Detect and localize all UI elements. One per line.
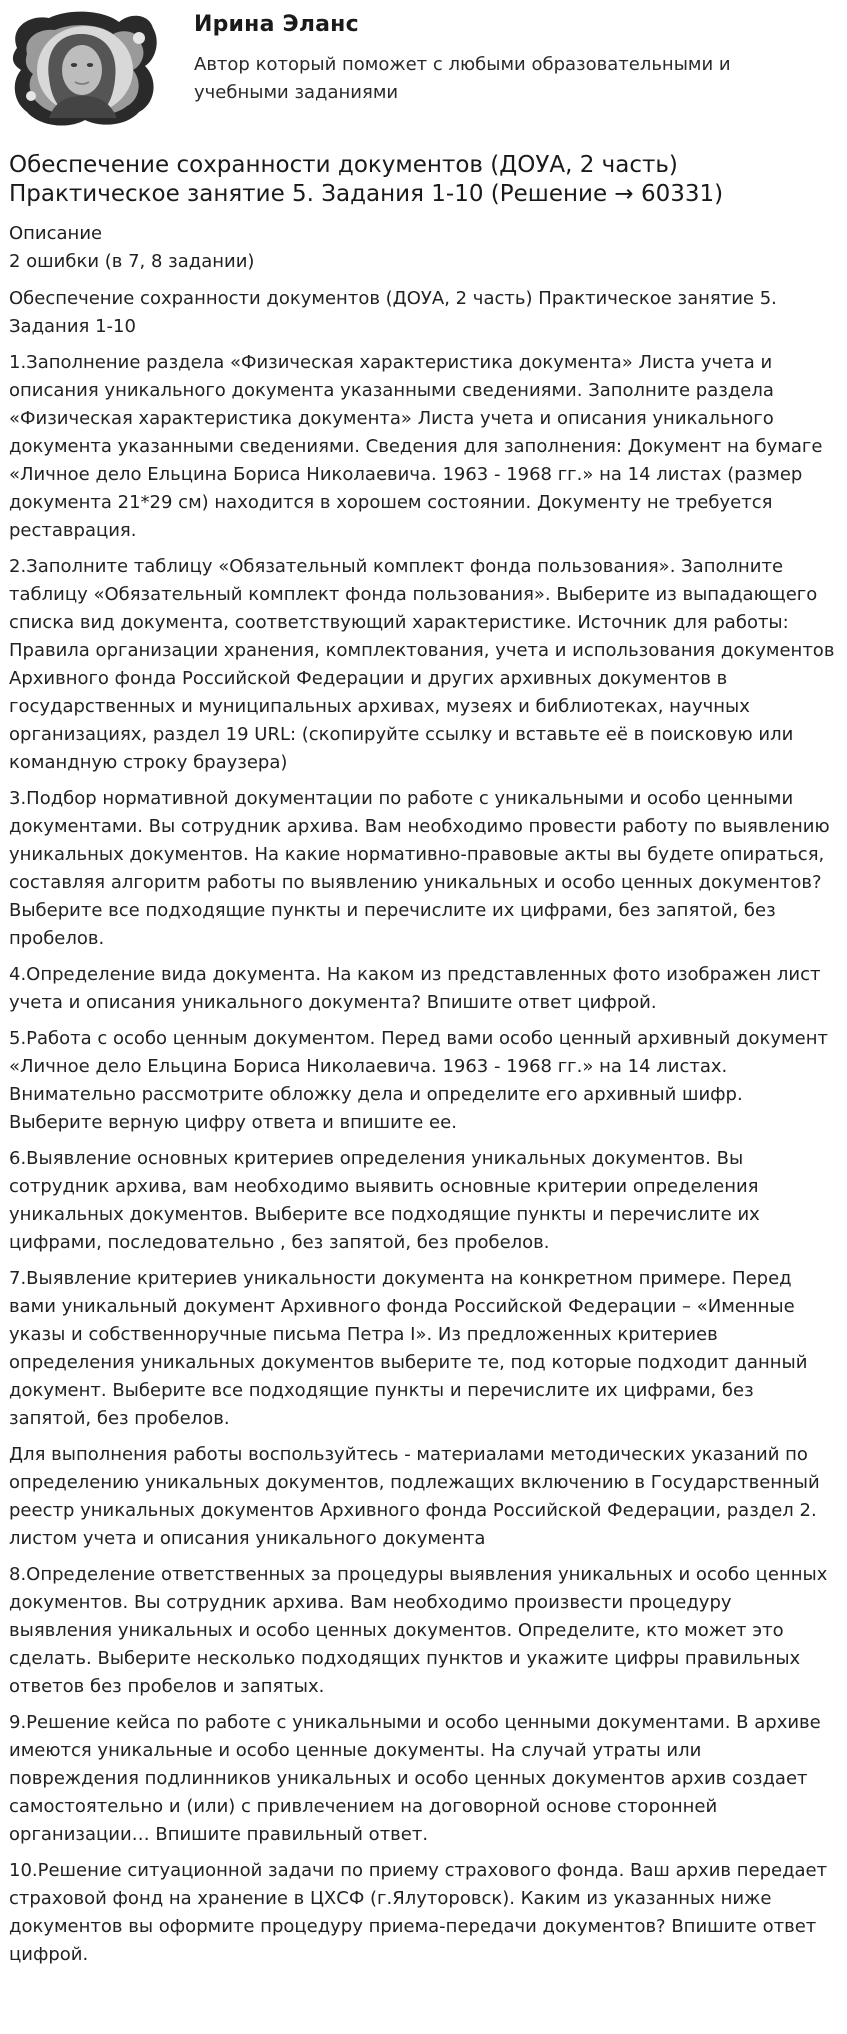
content-paragraph-task-7-note: Для выполнения работы воспользуйтесь - материалами методических указаний по определению уникальных документов, подлежащих включению в Государственный реестр уникальных документов Архивного фонда Российской Федерации, раздел 2. листом учета и описания уникального документа: [9, 1444, 820, 1549]
content-paragraph-task-8: 8.Определение ответственных за процедуры выявления уникальных и особо ценных документов. Вы сотрудник архива. Вам необходимо произвести процедуру выявления уникальных и особо ценных документов. Определите, кто может это сделать. Выберите несколько подходящих пунктов и укажите цифры правильных ответов без пробелов и запятых.: [9, 1564, 828, 1697]
content-paragraph-task-1: 1.Заполнение раздела «Физическая характеристика документа» Листа учета и описания уникального документа указанными сведениями. Заполните раздела «Физическая характеристика документа» Листа учета и описания уникального документа указанными сведениями. Сведения для заполнения: Документ на бумаге «Личное дело Ельцина Бориса Николаевича. 1963 - 1968 гг.» на 14 листах (размер документа 21*29 см) находится в хорошем состоянии. Документу не требуется реставрация.: [9, 352, 823, 541]
author-avatar[interactable]: [9, 8, 161, 130]
author-card: [9, 8, 835, 130]
content-paragraph-task-4: 4.Определение вида документа. На каком из представленных фото изображен лист учета и описания уникального документа? Впишите ответ цифрой.: [9, 964, 821, 1013]
content-paragraph-intro: Обеспечение сохранности документов (ДОУА, 2 часть) Практическое занятие 5. Задания 1-10: [9, 288, 777, 337]
description-note: 2 ошибки (в 7, 8 задании): [9, 251, 255, 272]
content-paragraph-task-2: 2.Заполните таблицу «Обязательный комплект фонда пользования». Заполните таблицу «Обязательный комплект фонда пользования». Выберите из выпадающего списка вид документа, соответствующий характеристике. Источник для работы: Правила организации хранения, комплектования, учета и использования документов Архивного фонда Российской Федерации и других архивных документов в государственных и муниципальных архивах, музеях и библиотеках, научных организациях, раздел 19 URL: (скопируйте ссылку и вставьте её в поисковую или командную строку браузера): [9, 556, 835, 773]
content-paragraph-task-6: 6.Выявление основных критериев определения уникальных документов. Вы сотрудник архива, вам необходимо выявить основные критерии определения уникальных документов. Выберите все подходящие пункты и перечислите их цифрами, последовательно , без запятой, без пробелов.: [9, 1148, 760, 1253]
content-paragraph-task-5: 5.Работа с особо ценным документом. Перед вами особо ценный архивный документ «Личное дело Ельцина Бориса Николаевича. 1963 - 1968 гг.» на 14 листах. Внимательно рассмотрите обложку дела и определите его архивный шифр. Выберите верную цифру ответа и впишите ее.: [9, 1028, 828, 1133]
content-paragraph-task-9: 9.Решение кейса по работе с уникальными и особо ценными документами. В архиве имеются уникальные и особо ценные документы. На случай утраты или повреждения подлинников уникальных и особо ценных документов архив создает самостоятельно и (или) с привлечением на договорной основе сторонней организации… Впишите правильный ответ.: [9, 1712, 821, 1845]
document-title: Обеспечение сохранности документов (ДОУА, 2 часть) Практическое занятие 5. Задания 1-10 (Решение → 60331): [9, 152, 724, 207]
content-paragraph-task-3: 3.Подбор нормативной документации по работе с уникальными и особо ценными документами. Вы сотрудник архива. Вам необходимо провести работу по выявлению уникальных документов. На какие нормативно-правовые акты вы будете опираться, составляя алгоритм работы по выявлению уникальных и особо ценных документов? Выберите все подходящие пункты и перечислите их цифрами, без запятой, без пробелов.: [9, 788, 830, 949]
author-portrait-icon: [9, 8, 161, 130]
content-paragraph-task-10: 10.Решение ситуационной задачи по приему страхового фонда. Ваш архив передает страховой фонд на хранение в ЦХСФ (г.Ялуторовск). Каким из указанных ниже документов вы оформите процедуру приема-передачи документов? Впишите ответ цифрой.: [9, 1860, 828, 1965]
content-paragraph-task-7: 7.Выявление критериев уникальности документа на конкретном примере. Перед вами уникальный документ Архивного фонда Российской Федерации – «Именные указы и собственноручные письма Петра I». Из предложенных критериев определения уникальных документов выберите те, под которые подходит данный документ. Выберите все подходящие пункты и перечислите их цифрами, без запятой, без пробелов.: [9, 1268, 808, 1429]
author-name[interactable]: Ирина Эланс: [194, 12, 359, 37]
author-bio: Автор который поможет с любыми образовательными и учебными заданиями: [194, 54, 731, 103]
description-label: Описание: [9, 223, 103, 244]
author-info: [161, 8, 794, 107]
document-content: [9, 285, 835, 1969]
